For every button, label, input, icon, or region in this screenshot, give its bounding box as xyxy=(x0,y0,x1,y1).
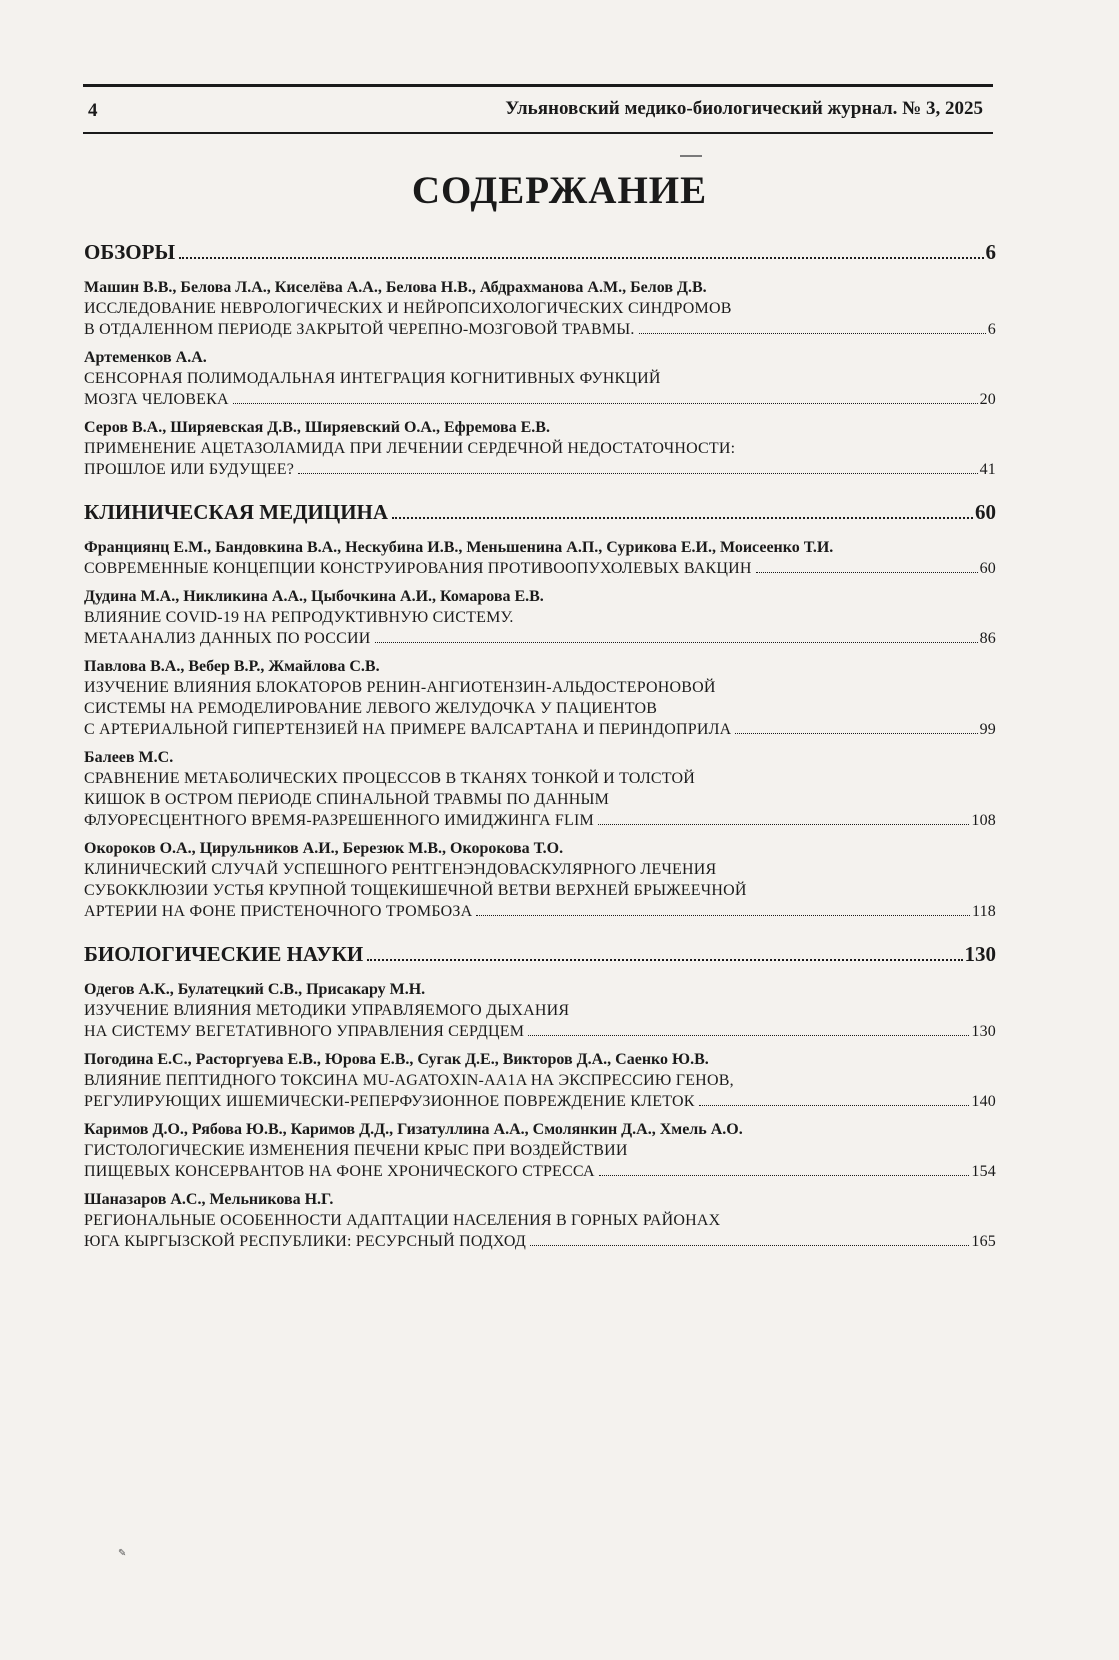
entry-authors: Артеменков А.А. xyxy=(84,349,207,366)
entry-title-line xyxy=(84,459,996,480)
dot-leader xyxy=(528,1035,969,1036)
entry-authors: Франциянц Е.М., Бандовкина В.А., Нескубина И.В., Меньшенина А.П., Сурикова Е.И., Моисеенко Т.И. xyxy=(84,539,834,556)
entry-title-line xyxy=(84,1091,996,1112)
toc-entry xyxy=(84,748,996,831)
entry-title-line xyxy=(84,859,996,880)
entry-page-number: 20 xyxy=(979,391,996,408)
entry-title-text: ВЛИЯНИЕ ПЕПТИДНОГО ТОКСИНА MU-AGATOXIN-AA1A НА ЭКСПРЕССИЮ ГЕНОВ, xyxy=(84,1072,734,1089)
entry-title-text: СРАВНЕНИЕ МЕТАБОЛИЧЕСКИХ ПРОЦЕССОВ В ТКАНЯХ ТОНКОЙ И ТОЛСТОЙ xyxy=(84,770,696,787)
dot-leader xyxy=(298,473,978,474)
dot-leader xyxy=(233,403,978,404)
entry-page-number: 6 xyxy=(987,321,996,338)
entry-page-number: 60 xyxy=(979,560,996,577)
entry-title-text: СОВРЕМЕННЫЕ КОНЦЕПЦИИ КОНСТРУИРОВАНИЯ ПРОТИВООПУХОЛЕВЫХ ВАКЦИН xyxy=(84,560,752,577)
entry-title-line xyxy=(84,901,996,922)
toc-entry xyxy=(84,1120,996,1182)
entry-title-line xyxy=(84,677,996,698)
entry-title-text: ЮГА КЫРГЫЗСКОЙ РЕСПУБЛИКИ: РЕСУРСНЫЙ ПОДХОД xyxy=(84,1233,526,1250)
entry-title-line xyxy=(84,789,996,810)
dot-leader xyxy=(599,1175,970,1176)
entry-title-text: АРТЕРИИ НА ФОНЕ ПРИСТЕНОЧНОГО ТРОМБОЗА xyxy=(84,903,473,920)
entry-authors: Серов В.А., Ширяевская Д.В., Ширяевский О.А., Ефремова Е.В. xyxy=(84,419,550,436)
entry-page-number: 99 xyxy=(979,721,996,738)
toc-entry xyxy=(84,657,996,740)
entry-title-text: РЕГИОНАЛЬНЫЕ ОСОБЕННОСТИ АДАПТАЦИИ НАСЕЛЕНИЯ В ГОРНЫХ РАЙОНАХ xyxy=(84,1212,721,1229)
dot-leader xyxy=(699,1105,970,1106)
entry-title-line xyxy=(84,298,996,319)
toc-entry xyxy=(84,418,996,480)
bleed-through-dash xyxy=(680,155,702,157)
dot-leader xyxy=(392,517,973,519)
toc-entry xyxy=(84,348,996,410)
entry-title-line xyxy=(84,1161,996,1182)
table-of-contents xyxy=(84,240,996,1272)
scan-speck: ✎ xyxy=(118,1548,127,1559)
section-heading xyxy=(84,500,996,530)
toc-entry xyxy=(84,538,996,579)
entry-title-line xyxy=(84,558,996,579)
entry-authors: Балеев М.С. xyxy=(84,749,174,766)
dot-leader xyxy=(530,1245,969,1246)
entry-page-number: 118 xyxy=(971,903,996,920)
entry-title-line xyxy=(84,1140,996,1161)
section-page-number: 6 xyxy=(985,240,996,264)
entry-title-text: ФЛУОРЕСЦЕНТНОГО ВРЕМЯ-РАЗРЕШЕННОГО ИМИДЖИНГА FLIM xyxy=(84,812,594,829)
entry-page-number: 154 xyxy=(971,1163,996,1180)
entry-page-number: 86 xyxy=(979,630,996,647)
section-page-number: 60 xyxy=(975,500,996,524)
entry-title-text: ВЛИЯНИЕ COVID-19 НА РЕПРОДУКТИВНУЮ СИСТЕМУ. xyxy=(84,609,514,626)
entry-title-text: ПРОШЛОЕ ИЛИ БУДУЩЕЕ? xyxy=(84,461,295,478)
dot-leader xyxy=(598,824,969,825)
entry-title-line xyxy=(84,810,996,831)
entry-title-text: СЕНСОРНАЯ ПОЛИМОДАЛЬНАЯ ИНТЕГРАЦИЯ КОГНИТИВНЫХ ФУНКЦИЙ xyxy=(84,370,661,387)
entry-title-line xyxy=(84,880,996,901)
entry-title-text: В ОТДАЛЕННОМ ПЕРИОДЕ ЗАКРЫТОЙ ЧЕРЕПНО-МОЗГОВОЙ ТРАВМЫ. xyxy=(84,321,635,338)
toc-entry xyxy=(84,980,996,1042)
entry-authors: Дудина М.А., Никликина А.А., Цыбочкина А.И., Комарова Е.В. xyxy=(84,588,544,605)
section-name: КЛИНИЧЕСКАЯ МЕДИЦИНА xyxy=(84,500,389,524)
entry-title-text: ИЗУЧЕНИЕ ВЛИЯНИЯ МЕТОДИКИ УПРАВЛЯЕМОГО ДЫХАНИЯ xyxy=(84,1002,570,1019)
entry-authors: Погодина Е.С., Расторгуева Е.В., Юрова Е.В., Сугак Д.Е., Викторов Д.А., Саенко Ю.В. xyxy=(84,1051,709,1068)
entry-title-text: КИШОК В ОСТРОМ ПЕРИОДЕ СПИНАЛЬНОЙ ТРАВМЫ ПО ДАННЫМ xyxy=(84,791,610,808)
journal-title: Ульяновский медико-биологический журнал. № 3, 2025 xyxy=(505,98,983,119)
header-rule-top xyxy=(83,84,993,87)
entry-authors: Машин В.В., Белова Л.А., Киселёва А.А., Белова Н.В., Абдрахманова А.М., Белов Д.В. xyxy=(84,279,707,296)
entry-title-text: МОЗГА ЧЕЛОВЕКА xyxy=(84,391,229,408)
entry-authors: Одегов А.К., Булатецкий С.В., Присакару М.Н. xyxy=(84,981,426,998)
entry-title-line xyxy=(84,1210,996,1231)
entry-authors: Каримов Д.О., Рябова Ю.В., Каримов Д.Д., Гизатуллина А.А., Смолянкин Д.А., Хмель А.О. xyxy=(84,1121,743,1138)
entry-title-text: ИССЛЕДОВАНИЕ НЕВРОЛОГИЧЕСКИХ И НЕЙРОПСИХОЛОГИЧЕСКИХ СИНДРОМОВ xyxy=(84,300,732,317)
dot-leader xyxy=(639,333,986,334)
entry-title-text: ПРИМЕНЕНИЕ АЦЕТАЗОЛАМИДА ПРИ ЛЕЧЕНИИ СЕРДЕЧНОЙ НЕДОСТАТОЧНОСТИ: xyxy=(84,440,736,457)
dot-leader xyxy=(735,733,977,734)
toc-entry xyxy=(84,1050,996,1112)
toc-entry xyxy=(84,1190,996,1252)
entry-title-line xyxy=(84,1070,996,1091)
entry-title-line xyxy=(84,719,996,740)
entry-title-line xyxy=(84,768,996,789)
toc-section xyxy=(84,942,996,1252)
dot-leader xyxy=(367,959,962,961)
dot-leader xyxy=(476,915,970,916)
entry-title-text: НА СИСТЕМУ ВЕГЕТАТИВНОГО УПРАВЛЕНИЯ СЕРДЦЕМ xyxy=(84,1023,525,1040)
entry-authors: Павлова В.А., Вебер В.Р., Жмайлова С.В. xyxy=(84,658,380,675)
entry-title-text: РЕГУЛИРУЮЩИХ ИШЕМИЧЕСКИ-РЕПЕРФУЗИОННОЕ ПОВРЕЖДЕНИЕ КЛЕТОК xyxy=(84,1093,695,1110)
dot-leader xyxy=(756,572,978,573)
entry-page-number: 140 xyxy=(971,1093,996,1110)
entry-title-line xyxy=(84,389,996,410)
entry-page-number: 165 xyxy=(971,1233,996,1250)
section-name: БИОЛОГИЧЕСКИЕ НАУКИ xyxy=(84,942,364,966)
entry-title-line xyxy=(84,1231,996,1252)
entry-title-text: С АРТЕРИАЛЬНОЙ ГИПЕРТЕНЗИЕЙ НА ПРИМЕРЕ ВАЛСАРТАНА И ПЕРИНДОПРИЛА xyxy=(84,721,732,738)
entry-title-text: МЕТААНАЛИЗ ДАННЫХ ПО РОССИИ xyxy=(84,630,371,647)
entry-title-text: ГИСТОЛОГИЧЕСКИЕ ИЗМЕНЕНИЯ ПЕЧЕНИ КРЫС ПРИ ВОЗДЕЙСТВИИ xyxy=(84,1142,628,1159)
contents-title: СОДЕРЖАНИЕ xyxy=(411,169,708,212)
entry-title-text: СИСТЕМЫ НА РЕМОДЕЛИРОВАНИЕ ЛЕВОГО ЖЕЛУДОЧКА У ПАЦИЕНТОВ xyxy=(84,700,658,717)
toc-entry xyxy=(84,839,996,922)
entry-title-text: СУБОККЛЮЗИИ УСТЬЯ КРУПНОЙ ТОЩЕКИШЕЧНОЙ ВЕТВИ ВЕРХНЕЙ БРЫЖЕЕЧНОЙ xyxy=(84,882,747,899)
entry-authors: Окороков О.А., Цирульников А.И., Березюк М.В., Окорокова Т.О. xyxy=(84,840,564,857)
page-number: 4 xyxy=(88,100,98,121)
entry-title-line xyxy=(84,368,996,389)
entry-title-line xyxy=(84,1000,996,1021)
entry-title-text: КЛИНИЧЕСКИЙ СЛУЧАЙ УСПЕШНОГО РЕНТГЕНЭНДОВАСКУЛЯРНОГО ЛЕЧЕНИЯ xyxy=(84,861,717,878)
entry-title-line xyxy=(84,628,996,649)
entry-title-line xyxy=(84,438,996,459)
entry-title-line xyxy=(84,698,996,719)
toc-section xyxy=(84,500,996,922)
dot-leader xyxy=(179,257,983,259)
section-heading xyxy=(84,942,996,972)
toc-section xyxy=(84,240,996,480)
section-page-number: 130 xyxy=(964,942,996,966)
entry-page-number: 130 xyxy=(971,1023,996,1040)
entry-page-number: 41 xyxy=(979,461,996,478)
entry-title-text: ПИЩЕВЫХ КОНСЕРВАНТОВ НА ФОНЕ ХРОНИЧЕСКОГО СТРЕССА xyxy=(84,1163,595,1180)
section-heading xyxy=(84,240,996,270)
entry-title-text: ИЗУЧЕНИЕ ВЛИЯНИЯ БЛОКАТОРОВ РЕНИН-АНГИОТЕНЗИН-АЛЬДОСТЕРОНОВОЙ xyxy=(84,679,716,696)
section-name: ОБЗОРЫ xyxy=(84,240,176,264)
header-rule-bottom xyxy=(83,132,993,134)
entry-title-line xyxy=(84,319,996,340)
entry-page-number: 108 xyxy=(971,812,996,829)
toc-entry xyxy=(84,278,996,340)
dot-leader xyxy=(375,642,978,643)
entry-authors: Шаназаров А.С., Мельникова Н.Г. xyxy=(84,1191,334,1208)
entry-title-line xyxy=(84,1021,996,1042)
toc-entry xyxy=(84,587,996,649)
entry-title-line xyxy=(84,607,996,628)
